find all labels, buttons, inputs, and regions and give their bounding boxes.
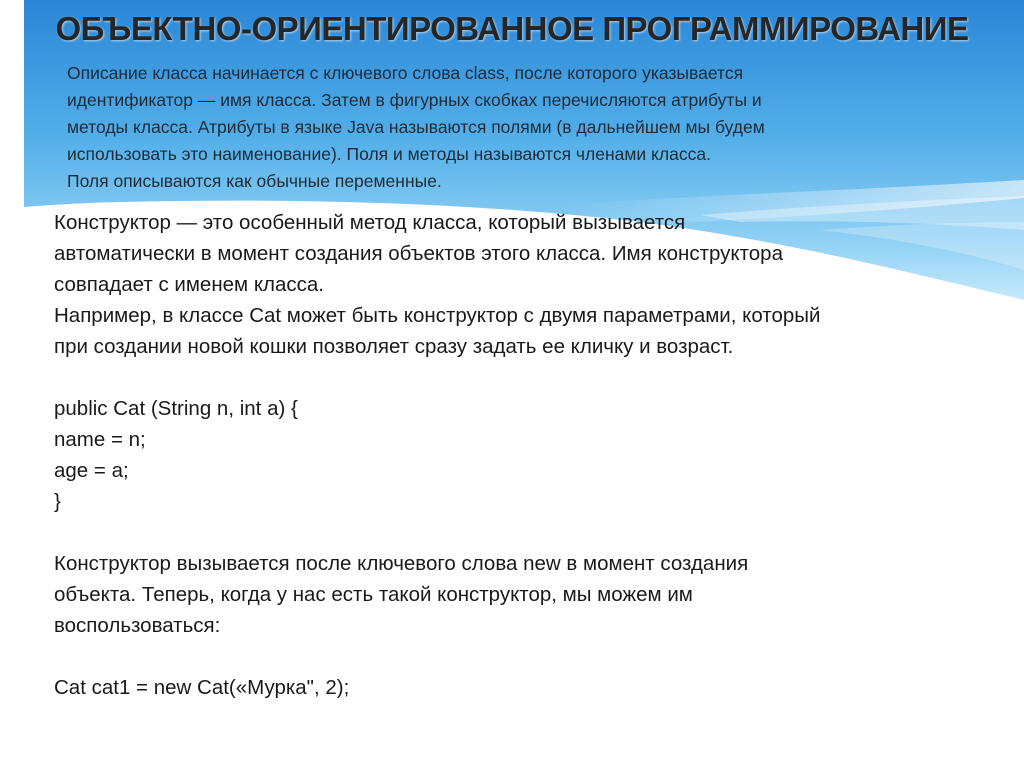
usage-line: Конструктор вызывается после ключевого слова new в момент создания	[54, 552, 749, 575]
intro-line: Описание класса начинается с ключевого слова class, после которого указывается	[67, 63, 744, 83]
constructor-line: Например, в классе Cat может быть конструктор с двумя параметрами, который	[54, 304, 821, 327]
constructor-line: совпадает с именем класса.	[54, 273, 325, 296]
spacer	[54, 517, 994, 548]
code-line: name = n;	[54, 428, 146, 451]
intro-line: идентификатор — имя класса. Затем в фигурных скобках перечисляются атрибуты и	[67, 90, 762, 110]
main-content	[54, 207, 994, 703]
code-line: public Cat (String n, int a) {	[54, 397, 298, 420]
spacer	[54, 641, 994, 672]
usage-line: воспользоваться:	[54, 614, 221, 637]
slide-title: ОБЪЕКТНО-ОРИЕНТИРОВАННОЕ ПРОГРАММИРОВАНИЕ	[55, 10, 969, 47]
class-description	[67, 60, 967, 195]
constructor-line: при создании новой кошки позволяет сразу задать ее кличку и возраст.	[54, 335, 734, 358]
code-line: age = a;	[54, 459, 129, 482]
intro-line: Поля описываются как обычные переменные.	[67, 171, 442, 191]
constructor-line: Конструктор — это особенный метод класса, который вызывается	[54, 211, 686, 234]
usage-line: объекта. Теперь, когда у нас есть такой конструктор, мы можем им	[54, 583, 693, 606]
intro-line: методы класса. Атрибуты в языке Java называются полями (в дальнейшем мы будем	[67, 117, 765, 137]
example-code-line: Cat cat1 = new Cat(«Мурка", 2);	[54, 676, 350, 699]
spacer	[54, 362, 994, 393]
intro-line: использовать это наименование). Поля и методы называются членами класса.	[67, 144, 711, 164]
code-line: }	[54, 490, 61, 513]
constructor-line: автоматически в момент создания объектов этого класса. Имя конструктора	[54, 242, 783, 265]
